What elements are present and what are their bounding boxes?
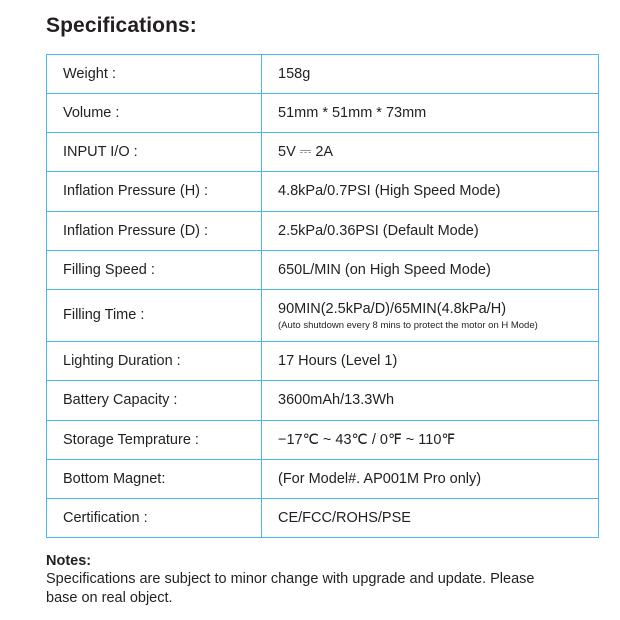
table-row	[47, 250, 599, 289]
spec-label: Filling Time :	[47, 289, 262, 342]
spec-value-footnote: (Auto shutdown every 8 mins to protect the motor on H Mode)	[278, 319, 538, 331]
spec-value-main: 90MIN(2.5kPa/D)/65MIN(4.8kPa/H)	[278, 300, 507, 317]
notes-section	[46, 553, 566, 608]
table-row	[47, 172, 599, 211]
spec-value: 2.5kPa/0.36PSI (Default Mode)	[262, 211, 599, 250]
page-title: Specifications:	[46, 14, 197, 37]
spec-value: 3600mAh/13.3Wh	[262, 381, 599, 420]
spec-label: Battery Capacity :	[47, 381, 262, 420]
spec-label: Lighting Duration :	[47, 342, 262, 381]
spec-label: Volume :	[47, 94, 262, 133]
table-row	[47, 342, 599, 381]
spec-label: Filling Speed :	[47, 250, 262, 289]
table-row	[47, 211, 599, 250]
spec-label: Weight :	[47, 55, 262, 94]
notes-title: Notes:	[46, 552, 92, 569]
specifications-table	[46, 54, 599, 538]
table-row	[47, 498, 599, 537]
table-row	[47, 55, 599, 94]
spec-value: 5V ⎓ 2A	[262, 133, 599, 172]
spec-value: 4.8kPa/0.7PSI (High Speed Mode)	[262, 172, 599, 211]
table-row	[47, 133, 599, 172]
spec-label: Bottom Magnet:	[47, 459, 262, 498]
spec-value	[262, 289, 599, 342]
notes-body: Specifications are subject to minor change with upgrade and update. Please base on real object.	[46, 570, 535, 607]
spec-value: 650L/MIN (on High Speed Mode)	[262, 250, 599, 289]
table-row	[47, 420, 599, 459]
spec-label: INPUT I/O :	[47, 133, 262, 172]
table-row	[47, 459, 599, 498]
table-row	[47, 289, 599, 342]
spec-label: Inflation Pressure (H) :	[47, 172, 262, 211]
spec-value: 17 Hours (Level 1)	[262, 342, 599, 381]
table-row	[47, 381, 599, 420]
specifications-table-body	[47, 55, 599, 538]
spec-value: −17℃ ~ 43℃ / 0℉ ~ 110℉	[262, 420, 599, 459]
spec-value: (For Model#. AP001M Pro only)	[262, 459, 599, 498]
spec-label: Certification :	[47, 498, 262, 537]
spec-label: Storage Temprature :	[47, 420, 262, 459]
spec-value: 51mm * 51mm * 73mm	[262, 94, 599, 133]
spec-label: Inflation Pressure (D) :	[47, 211, 262, 250]
table-row	[47, 94, 599, 133]
spec-value: 158g	[262, 55, 599, 94]
spec-value: CE/FCC/ROHS/PSE	[262, 498, 599, 537]
